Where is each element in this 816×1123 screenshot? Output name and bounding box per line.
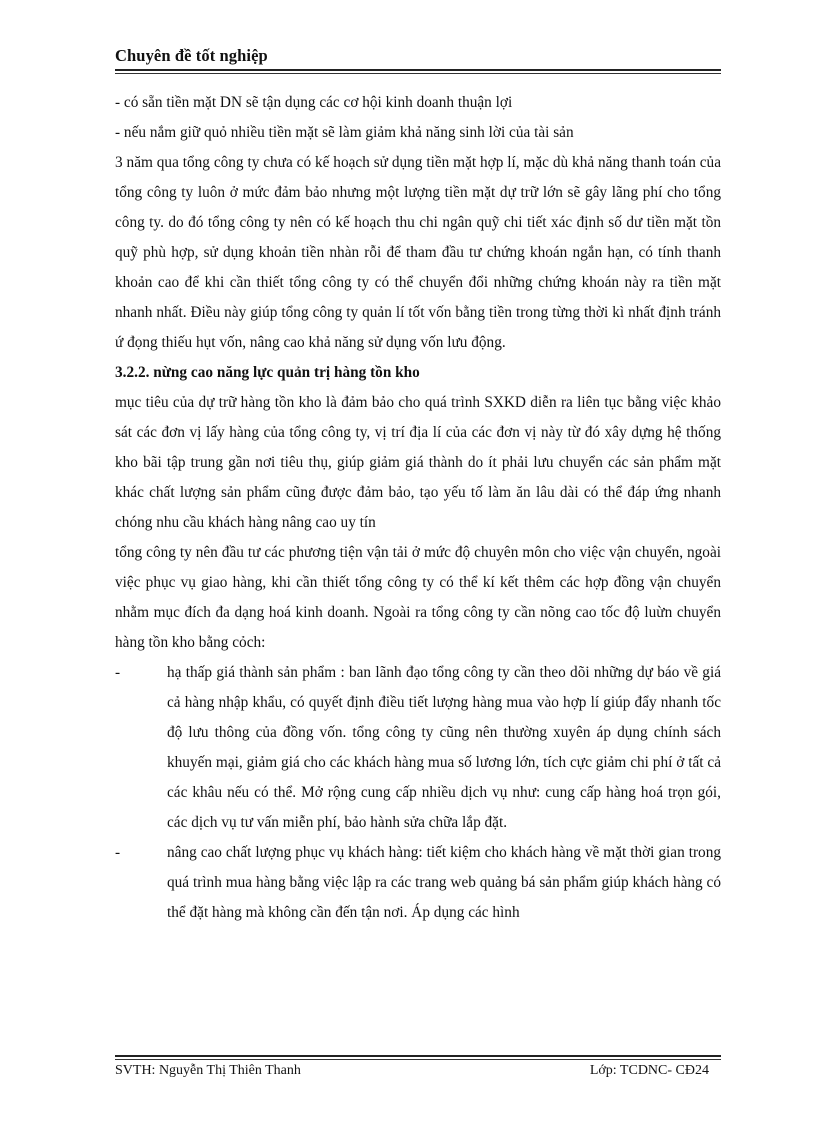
header-rule-thin — [115, 73, 721, 74]
document-body — [115, 88, 721, 928]
header-title: Chuyên đề tốt nghiệp — [115, 46, 268, 65]
bullet-line-1: - có sẵn tiền mặt DN sẽ tận dụng các cơ hội kinh doanh thuận lợi — [115, 94, 513, 111]
page-footer — [115, 1063, 721, 1079]
paragraph-cash-plan: 3 năm qua tổng công ty chưa có kế hoạch sử dụng tiền mặt hợp lí, mặc dù khả năng thanh toán của tổng công ty luôn ở mức đảm bảo nhưng một lượng tiền mặt dự trữ lớn sẽ gây lãng phí cho tổng công ty. do đó tổng công ty nên có kế hoạch thu chi ngân quỹ chi tiết xác định số dư tiền mặt tồn quỹ phù hợp, sử dụng khoản tiền nhàn rỗi để tham đầu tư chứng khoán ngắn hạn, có tính thanh khoản cao để khi cần thiết tổng công ty có thể chuyển đổi những chứng khoán này ra tiền mặt nhanh nhất. Điều này giúp tổng công ty quản lí tốt vốn bằng tiền trong từng thời kì nhất định tránh ứ đọng thiếu hụt vốn, nâng cao khả năng sử dụng vốn lưu động. — [115, 154, 721, 351]
paragraph-transport: tổng công ty nên đầu tư các phương tiện vận tải ở mức độ chuyên môn cho việc vận chuyển, ngoài việc phục vụ giao hàng, khi cần thiết tổng công ty có thể kí kết thêm các hợp đồng vận chuyển nhằm mục đích đa dạng hoá kinh doanh. Ngoài ra tổng công ty cần nõng cao tốc độ luừn chuyển hàng tồn kho bằng cỏch: — [115, 544, 721, 651]
page-header — [115, 46, 721, 66]
bullet-line-2: - nếu nắm giữ quỏ nhiều tiền mặt sẽ làm giảm khả năng sinh lời của tài sản — [115, 124, 574, 141]
list-item-text: nâng cao chất lượng phục vụ khách hàng: tiết kiệm cho khách hàng về mặt thời gian trong quá trình mua hàng bằng việc lập ra các trang web quảng bá sản phẩm giúp khách hàng có thể đặt hàng mà không cần đến tận nơi. Áp dụng các hình — [167, 844, 721, 921]
paragraph-inventory-goal: mục tiêu của dự trữ hàng tồn kho là đảm bảo cho quá trình SXKD diễn ra liên tục bằng việc khảo sát các đơn vị lấy hàng của tổng công ty, vị trí địa lí của các đơn vị này từ đó xây dựng hệ thống kho bãi tập trung gần nơi tiêu thụ, giúp giảm giá thành do ít phải lưu chuyển các sản phẩm mặt khác chất lượng sản phẩm cũng được đảm bảo, tạo yếu tố làm ăn lâu dài có thể đáp ứng nhanh chóng nhu cầu khách hàng nâng cao uy tín — [115, 394, 721, 531]
dash-marker: - — [115, 844, 121, 861]
list-item-text: hạ thấp giá thành sản phẩm : ban lãnh đạo tổng công ty cần theo dõi những dự báo về giá cả hàng nhập khẩu, có quyết định điều tiết lượng hàng mua vào hợp lí giúp đẩy nhanh tốc độ lưu thông của đồng vốn. tổng công ty cũng nên thường xuyên áp dụng chính sách khuyến mại, giảm giá cho các khách hàng mua số lương lớn, tích cực giảm chi phí ở tất cả các khâu nếu có thể. Mở rộng cung cấp nhiều dịch vụ như: cung cấp hàng hoá trọn gói, các dịch vụ tư vấn miễn phí, bảo hành sửa chữa lắp đặt. — [167, 664, 721, 831]
list-item-reduce-cost — [115, 658, 721, 838]
header-rule-thick — [115, 69, 721, 71]
footer-author: SVTH: Nguyễn Thị Thiên Thanh — [115, 1063, 301, 1078]
footer-class: Lớp: TCDNC- CĐ24 — [589, 1063, 709, 1078]
footer-rule-thick — [115, 1055, 721, 1057]
dash-marker: - — [115, 664, 121, 681]
section-heading: 3.2.2. nừng cao năng lực quản trị hàng tồn kho — [115, 364, 420, 381]
list-item-service-quality — [115, 838, 721, 928]
footer-rule-thin — [115, 1059, 721, 1060]
